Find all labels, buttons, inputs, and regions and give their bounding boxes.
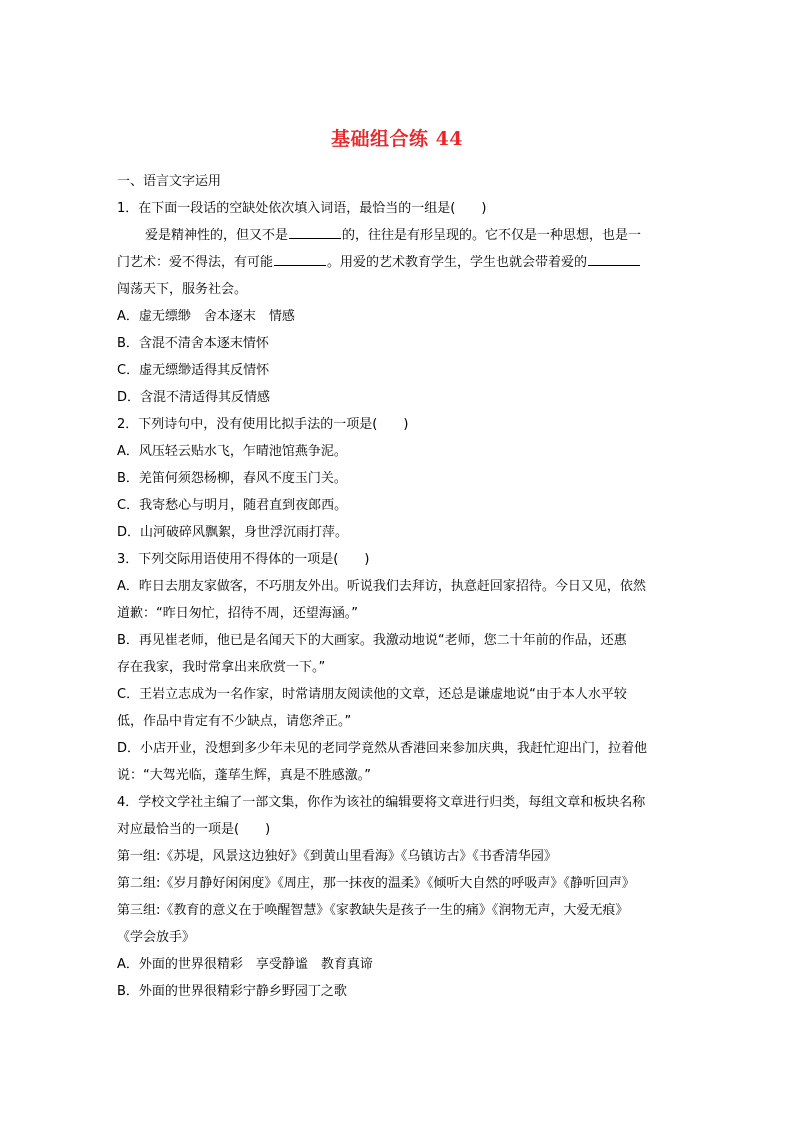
question-4-option-b: B．外面的世界很精彩宁静乡野园丁之歌 <box>117 984 347 999</box>
question-2-stem: 2．下列诗句中，没有使用比拟手法的一项是( ) <box>117 417 409 432</box>
question-3-option-b-line-2: 存在我家，我时常拿出来欣赏一下。” <box>117 660 326 675</box>
question-1-option-d: D．含混不清适得其反情感 <box>117 390 271 405</box>
question-3-option-a-line-2: 道歉：“昨日匆忙，招待不周，还望海涵。” <box>117 606 358 621</box>
answer-blank-2 <box>274 252 326 266</box>
question-3-option-c-line-2: 低，作品中肯定有不少缺点，请您斧正。” <box>117 714 352 729</box>
question-4-group-1: 第一组:《苏堤，风景这边独好》《到黄山里看海》《乌镇访古》《书香清华园》 <box>117 849 557 864</box>
question-3-option-a-line-1: A．昨日去朋友家做客，不巧朋友外出。听说我们去拜访，执意赶回家招待。今日又见，依然 <box>117 579 646 594</box>
question-4-group-2: 第二组:《岁月静好闲闲度》《周庄，那一抹夜的温柔》《倾听大自然的呼吸声》《静听回声》 <box>117 876 635 891</box>
question-1-option-a: A．虚无缥缈 舍本逐末 情感 <box>117 309 295 324</box>
question-3-option-b-line-1: B．再见崔老师，他已是名闻天下的大画家。我激动地说“老师，您二十年前的作品，还惠 <box>117 633 627 648</box>
question-1-stem: 1．在下面一段话的空缺处依次填入词语，最恰当的一组是( ) <box>117 201 487 216</box>
answer-blank-1 <box>289 225 341 239</box>
document-body <box>117 168 679 1005</box>
question-4-stem-line-1: 4．学校文学社主编了一部文集，你作为该社的编辑要将文章进行归类，每组文章和板块名称 <box>117 795 646 810</box>
question-4-stem-line-2: 对应最恰当的一项是( ) <box>117 822 271 837</box>
section-heading: 一、语言文字运用 <box>117 174 222 189</box>
question-2-option-a: A．风压轻云贴水飞，乍晴池馆燕争泥。 <box>117 444 347 459</box>
question-1-passage-line-2: 门艺术：爱不得法，有可能 。用爱的艺术教育学生，学生也就会带着爱的 <box>117 249 679 276</box>
question-4-option-a: A．外面的世界很精彩 享受静谧 教育真谛 <box>117 957 373 972</box>
question-4-group-3-line-2: 《学会放手》 <box>117 930 196 945</box>
question-1-passage-line-1: 爱是精神性的，但又不是 的，往往是有形呈现的。它不仅是一种思想，也是一 <box>117 222 679 249</box>
page-title: 基础组合练 44 <box>330 128 464 150</box>
question-2-option-b: B．羌笛何须怨杨柳，春风不度玉门关。 <box>117 471 347 486</box>
question-2-option-d: D．山河破碎风飘絮，身世浮沉雨打萍。 <box>117 525 349 540</box>
question-1-passage-line-3: 闯荡天下，服务社会。 <box>117 282 248 297</box>
answer-blank-3 <box>588 252 640 266</box>
question-3-option-d-line-1: D．小店开业，没想到多少年未见的老同学竟然从香港回来参加庆典，我赶忙迎出门，拉着他 <box>117 741 648 756</box>
question-3-stem: 3．下列交际用语使用不得体的一项是( ) <box>117 552 370 567</box>
question-1-option-c: C．虚无缥缈适得其反情怀 <box>117 363 270 378</box>
question-4-group-3-line-1: 第三组:《教育的意义在于唤醒智慧》《家教缺失是孩子一生的痛》《润物无声，大爱无痕》 <box>117 903 629 918</box>
question-3-option-c-line-1: C．王岩立志成为一名作家，时常请朋友阅读他的文章，还总是谦虚地说“由于本人水平较 <box>117 687 627 702</box>
question-2-option-c: C．我寄愁心与明月，随君直到夜郎西。 <box>117 498 348 513</box>
question-3-option-d-line-2: 说：“大驾光临，蓬荜生辉，真是不胜感激。” <box>117 768 371 783</box>
question-1-option-b: B．含混不清舍本逐末情怀 <box>117 336 269 351</box>
